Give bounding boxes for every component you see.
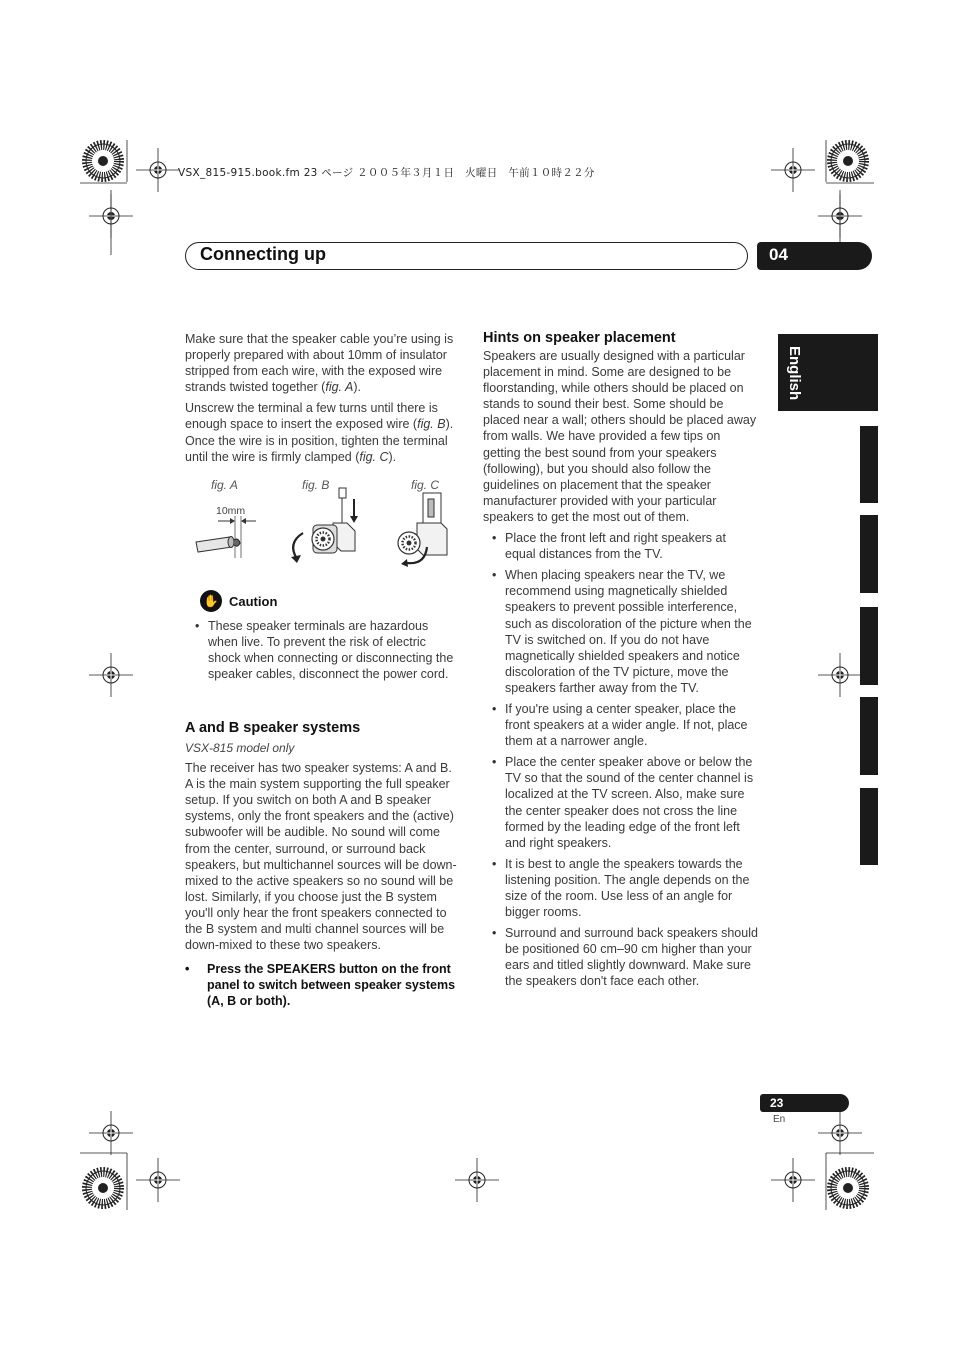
ab-heading: A and B speaker systems [185,720,361,736]
fig-a-illustration [190,512,260,567]
list-item: • Surround and surround back speakers should be positioned 60 cm–90 cm higher than your ears and titled slightly downward. Make sure the speakers don't face each other. [483,925,758,989]
chapter-number: 04 [757,242,872,270]
fig-b-caption: fig. B [302,478,330,492]
fig-c-caption: fig. C [411,478,440,492]
file-header: VSX_815-915.book.fm 23 ページ ２００５年３月１日 火曜日 午前１０時２２分 [178,167,595,179]
placement-tips [483,530,758,990]
list-item: • When placing speakers near the TV, we recommend using magnetically shielded speakers to prevent possible interference, such as discoloration of the picture when the TV is switched on. If you do not have magnetically shielded speakers and notice discoloration of the TV picture, move the speakers farther away from the TV. [483,567,758,696]
list-item: • Place the center speaker above or below the TV so that the sound of the center channel is localized at the TV screen. Also, make sure the center speaker does not cross the line formed by the leading edge of the front left and right speakers. [483,754,758,851]
hand-icon: ✋ [200,590,222,612]
language-tab-label: English [786,346,803,401]
side-tab-5 [860,788,878,865]
speakers-button-step: • Press the SPEAKERS button on the front panel to switch between speaker systems (A, B or both). [185,962,456,1009]
caution-label: Caution [229,593,278,609]
ab-body: The receiver has two speaker systems: A and B. A is the main system supporting the full speaker setup. If you switch on both A and B speaker systems, only the front speakers and the (active) subwoofer will be audible. No sound will come from the center, surround, or surround back speakers, but multichannel sources will be down-mixed to the active speakers so no sound will be lost. Similarly, if you choose just the B system you'll only hear the front speakers connected to the B system and multi channel sources will be down-mixed to these two speakers. [185,761,457,953]
side-tab-1 [860,426,878,503]
page-number: 23 [760,1094,849,1112]
list-item: • Place the front left and right speakers at equal distances from the TV. [483,530,758,562]
wire-prep-paragraph: Make sure that the speaker cable you’re using is properly prepared with about 10mm of insulator stripped from each wire, with the exposed wire strands twisted together (fig. A). [185,332,454,395]
terminal-paragraph: Unscrew the terminal a few turns until there is enough space to insert the exposed wire (fig. B). Once the wire is in position, tighten the terminal until the wire is firmly clamped (fig. C). [185,401,454,464]
page-language: En [773,1114,786,1125]
left-column [185,331,460,470]
side-tab-2 [860,515,878,593]
ab-section [185,719,461,1015]
fig-a-caption: fig. A [211,478,238,492]
chapter-title: Connecting up [200,244,326,264]
side-tab-4 [860,697,878,775]
caution-header [200,590,277,612]
list-item: • It is best to angle the speakers towards the listening position. The angle depends on the size of the room. Use less of an angle for bigger rooms. [483,856,758,920]
placement-intro: Speakers are usually designed with a particular placement in mind. Some are designed to be floorstanding, while others should be placed on stands to sound their best. Some should be placed near a wall; others should be placed away from walls. We have provided a few tips on getting the best sound from your speakers (following), but you should also follow the guidelines on placement that the speaker manufacturer provided with your particular speakers to get the most out of them. [483,349,757,524]
placement-heading: Hints on speaker placement [483,330,676,346]
right-column [483,329,758,995]
ab-subtitle: VSX-815 model only [185,741,295,755]
fig-b-illustration [285,485,365,565]
caution-box [186,618,460,687]
side-tab-3 [860,607,878,685]
fig-c-illustration [395,485,455,570]
list-item: • If you're using a center speaker, place the front speakers at a wider angle. If not, place them at a narrower angle. [483,701,758,749]
caution-item: • These speaker terminals are hazardous when live. To prevent the risk of electric shock when connecting or disconnecting the speaker cables, disconnect the power cord. [186,618,460,682]
dimension-label: 10mm [216,505,246,517]
